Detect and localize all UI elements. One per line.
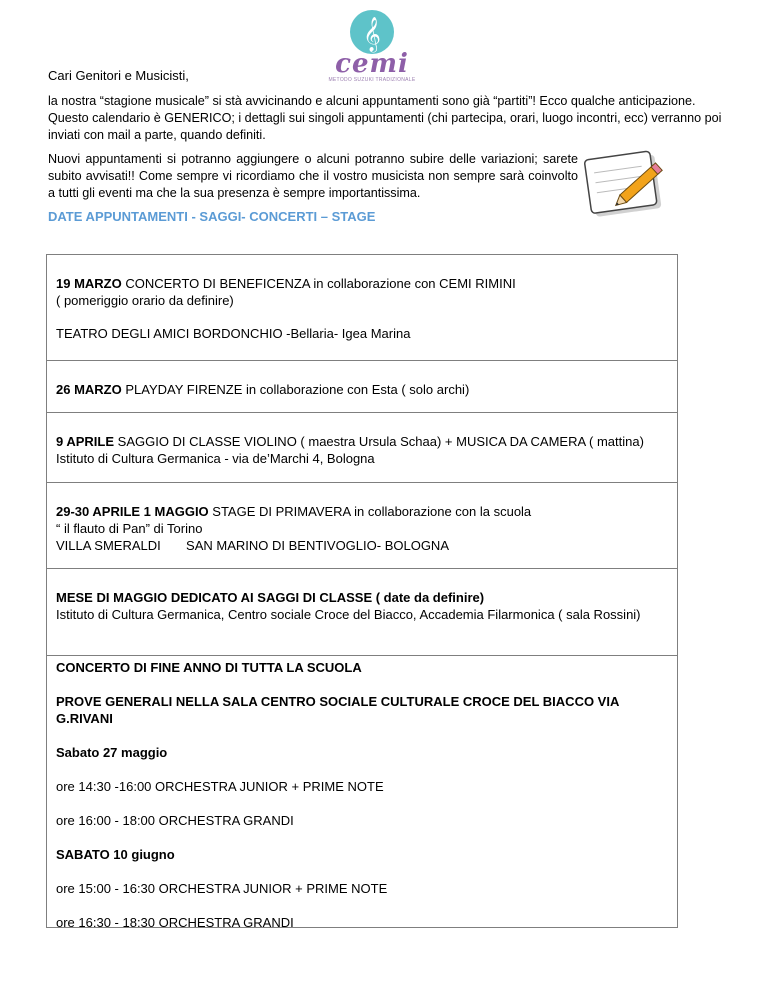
svg-text:𝄞: 𝄞 bbox=[363, 17, 381, 52]
event-detail: “ il flauto di Pan” di Torino bbox=[56, 521, 203, 536]
schedule-slot: ore 14:30 -16:00 ORCHESTRA JUNIOR + PRIME NOTE bbox=[56, 779, 384, 794]
intro-paragraph: la nostra “stagione musicale” si stà avvicinando e alcuni appuntamenti sono già “partiti”! Ecco qualche anticipazione. Questo calendario è GENERICO; i dettagli sui singoli appuntamenti (chi partecipa, orari, luogo incontri, ecc) verranno poi inviati con mail a parte, quando definiti. bbox=[48, 94, 722, 142]
event-title: STAGE DI PRIMAVERA in collaborazione con la scuola bbox=[208, 504, 532, 519]
event-date: 19 MARZO bbox=[56, 276, 122, 291]
event-row bbox=[47, 413, 677, 483]
event-title: PLAYDAY FIRENZE in collaborazione con Esta ( solo archi) bbox=[121, 382, 470, 397]
event-row bbox=[47, 569, 677, 656]
event-place: VILLA SMERALDI SAN MARINO DI BENTIVOGLIO- BOLOGNA bbox=[56, 538, 449, 553]
event-row bbox=[47, 483, 677, 569]
schedule-slot: ore 16:30 - 18:30 ORCHESTRA GRANDI bbox=[56, 915, 294, 930]
cemi-logo bbox=[322, 6, 422, 86]
event-title: MESE DI MAGGIO DEDICATO AI SAGGI DI CLASSE ( date da definire) bbox=[56, 590, 485, 605]
schedule-day: Sabato 27 maggio bbox=[56, 745, 168, 760]
event-place: Istituto di Cultura Germanica, Centro sociale Croce del Biacco, Accademia Filarmonica ( sala Rossini) bbox=[56, 607, 641, 622]
schedule-slot: ore 16:00 - 18:00 ORCHESTRA GRANDI bbox=[56, 813, 294, 828]
schedule-day: SABATO 10 giugno bbox=[56, 847, 175, 862]
event-title: CONCERTO DI FINE ANNO DI TUTTA LA SCUOLA bbox=[56, 660, 362, 675]
event-row bbox=[47, 255, 677, 361]
event-date: 26 MARZO bbox=[56, 382, 122, 397]
event-detail: ( pomeriggio orario da definire) bbox=[56, 293, 234, 308]
event-title: CONCERTO DI BENEFICENZA in collaborazione con CEMI RIMINI bbox=[121, 276, 516, 291]
event-place: TEATRO DEGLI AMICI BORDONCHIO -Bellaria- Igea Marina bbox=[56, 326, 411, 341]
event-subtitle: PROVE GENERALI NELLA SALA CENTRO SOCIALE CULTURALE CROCE DEL BIACCO VIA G.RIVANI bbox=[56, 694, 619, 726]
section-heading: DATE APPUNTAMENTI - SAGGI- CONCERTI – STAGE bbox=[48, 209, 376, 224]
logo-subtitle: METODO SUZUKI TRADIZIONALE bbox=[328, 77, 416, 83]
notepad-pencil-icon bbox=[582, 146, 678, 222]
event-place: Istituto di Cultura Germanica - via de’Marchi 4, Bologna bbox=[56, 451, 375, 466]
schedule-slot: ore 15:00 - 16:30 ORCHESTRA JUNIOR + PRIME NOTE bbox=[56, 881, 388, 896]
event-title: SAGGIO DI CLASSE VIOLINO ( maestra Ursula Schaa) + MUSICA DA CAMERA ( mattina) bbox=[114, 434, 644, 449]
events-table bbox=[46, 254, 678, 928]
event-row bbox=[47, 361, 677, 413]
event-date: 9 APRILE bbox=[56, 434, 115, 449]
notice-paragraph: Nuovi appuntamenti si potranno aggiungere o alcuni potranno subire delle variazioni; sarete subito avvisati!! Come sempre vi ricordiamo che il vostro musicista non sempre sarà coinvolto a tutti gli eventi ma che la sua presenza è sempre importantissima. bbox=[48, 152, 578, 200]
event-row bbox=[47, 656, 677, 928]
event-date: 29-30 APRILE 1 MAGGIO bbox=[56, 504, 209, 519]
greeting: Cari Genitori e Musicisti, bbox=[48, 68, 189, 83]
logo-wordmark: cemi bbox=[335, 49, 409, 79]
